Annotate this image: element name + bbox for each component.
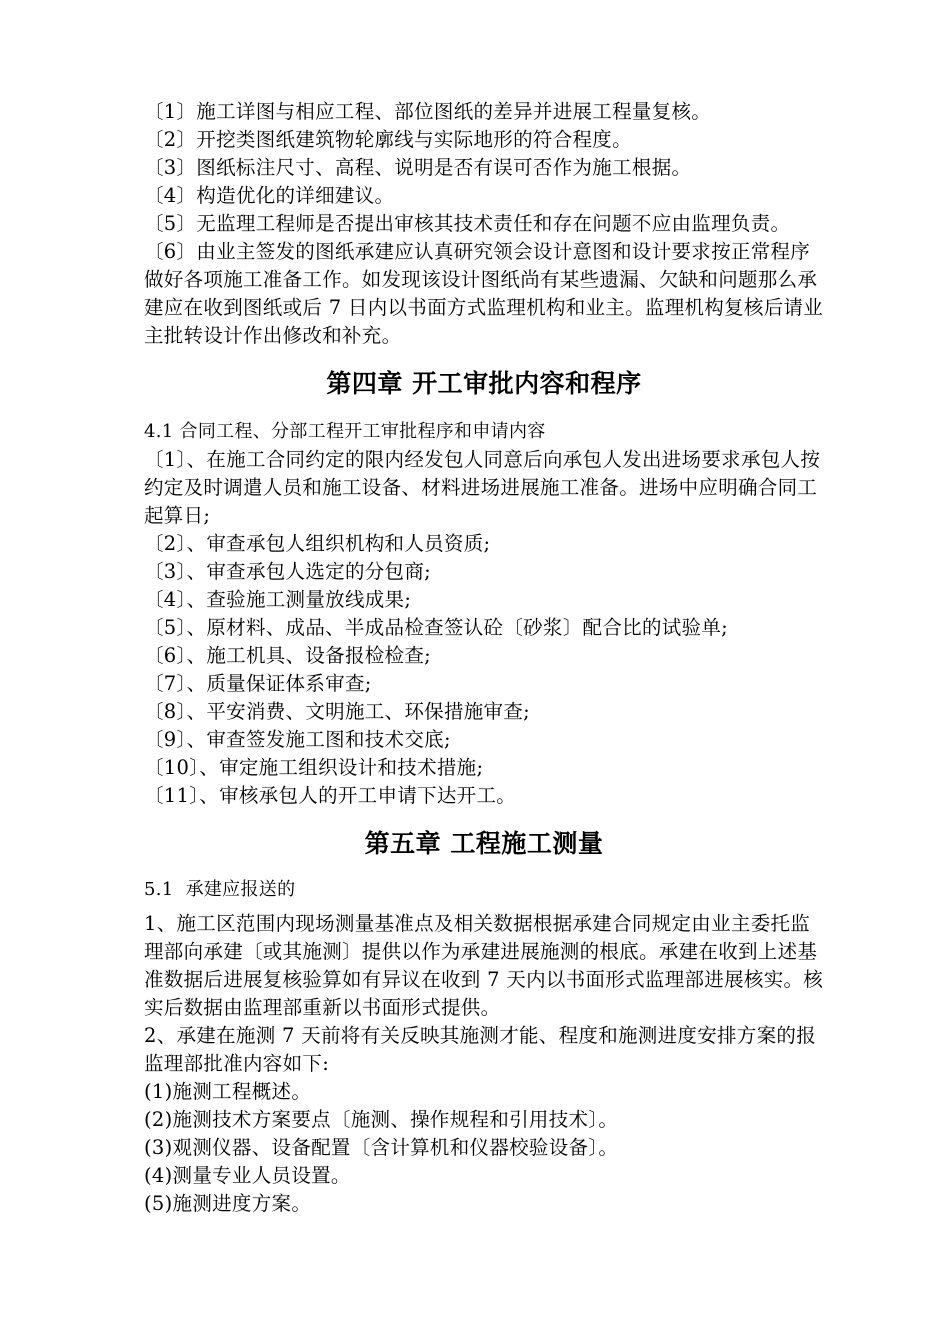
list-item: 〔3〕图纸标注尺寸、高程、说明是否有误可否作为施工根据。 — [144, 156, 692, 179]
list-item: 〔4〕构造优化的详细建议。 — [144, 184, 395, 207]
list-item: 1、施工区范围内现场测量基准点及相关数据根据承建合同规定由业主委托监理部向承建〔或其施测〕提供以作为承建进展施测的根底。承建在收到上述基准数据后进展复核验算如有异议在收到 7 天内以书面形式监理部进展核实。核实后数据由监理部重新以书面形式提供。 — [144, 912, 824, 1019]
list-item: 2、承建在施测 7 天前将有关反映其施测才能、程度和施测进度安排方案的报监理部批准内容如下: — [144, 1024, 817, 1075]
chapter4-subtitle: 4.1 合同工程、分部工程开工审批程序和申请内容 — [144, 421, 546, 442]
list-item: 〔11〕、审核承包人的开工申请下达开工。 — [144, 784, 517, 807]
list-item: (1)施测工程概述。 — [144, 1080, 312, 1103]
document-page — [144, 98, 824, 1218]
list-item: 〔8〕、平安消费、文明施工、环保措施审查; — [144, 700, 531, 723]
chapter5-subtitle: 5.1 承建应报送的 — [144, 879, 296, 900]
list-item: (4)测量专业人员设置。 — [144, 1164, 351, 1187]
list-item: 〔2〕开挖类图纸建筑物轮廓线与实际地形的符合程度。 — [144, 128, 632, 151]
list-item: (2)施测技术方案要点〔施测、操作规程和引用技术〕。 — [144, 1108, 619, 1131]
list-item: 〔6〕由业主签发的图纸承建应认真研究领会设计意图和设计要求按正常程序做好各项施工准备工作。如发现该设计图纸尚有某些遗漏、欠缺和问题那么承建应在收到图纸或后 7 日内以书面方式监理机构和业主。监理机构复核后请业主批转设计作出修改和补充。 — [144, 240, 824, 347]
list-item: 〔4〕、查验施工测量放线成果; — [144, 588, 412, 611]
list-item: 〔1〕施工详图与相应工程、部位图纸的差异并进展工程量复核。 — [144, 100, 712, 123]
list-item: 〔9〕、审查签发施工图和技术交底; — [144, 728, 451, 751]
previous-section-list — [144, 98, 824, 350]
list-item: 〔5〕无监理工程师是否提出审核其技术责任和存在问题不应由监理负责。 — [144, 212, 791, 235]
chapter5-title: 第五章 工程施工测量 — [364, 829, 604, 858]
chapter4-title: 第四章 开工审批内容和程序 — [326, 369, 642, 398]
list-item: 〔10〕、审定施工组织设计和技术措施; — [144, 756, 484, 779]
chapter4-body — [144, 418, 824, 810]
list-item: (5)施测进度方案。 — [144, 1192, 312, 1215]
chapter5-body — [144, 876, 824, 1218]
list-item: (3)观测仪器、设备配置〔含计算机和仪器校验设备〕。 — [144, 1136, 619, 1159]
list-item: 〔7〕、质量保证体系审查; — [144, 672, 372, 695]
list-item: 〔5〕、原材料、成品、半成品检查签认砼〔砂浆〕配合比的试验单; — [144, 616, 729, 639]
list-item: 〔2〕、审查承包人组织机构和人员资质; — [144, 532, 491, 555]
list-item: 〔1〕、在施工合同约定的限内经发包人同意后向承包人发出进场要求承包人按约定及时调遣人员和施工设备、材料进场进展施工准备。进场中应明确合同工起算日; — [144, 448, 821, 527]
list-item: 〔6〕、施工机具、设备报检检查; — [144, 644, 432, 667]
list-item: 〔3〕、审查承包人选定的分包商; — [144, 560, 432, 583]
